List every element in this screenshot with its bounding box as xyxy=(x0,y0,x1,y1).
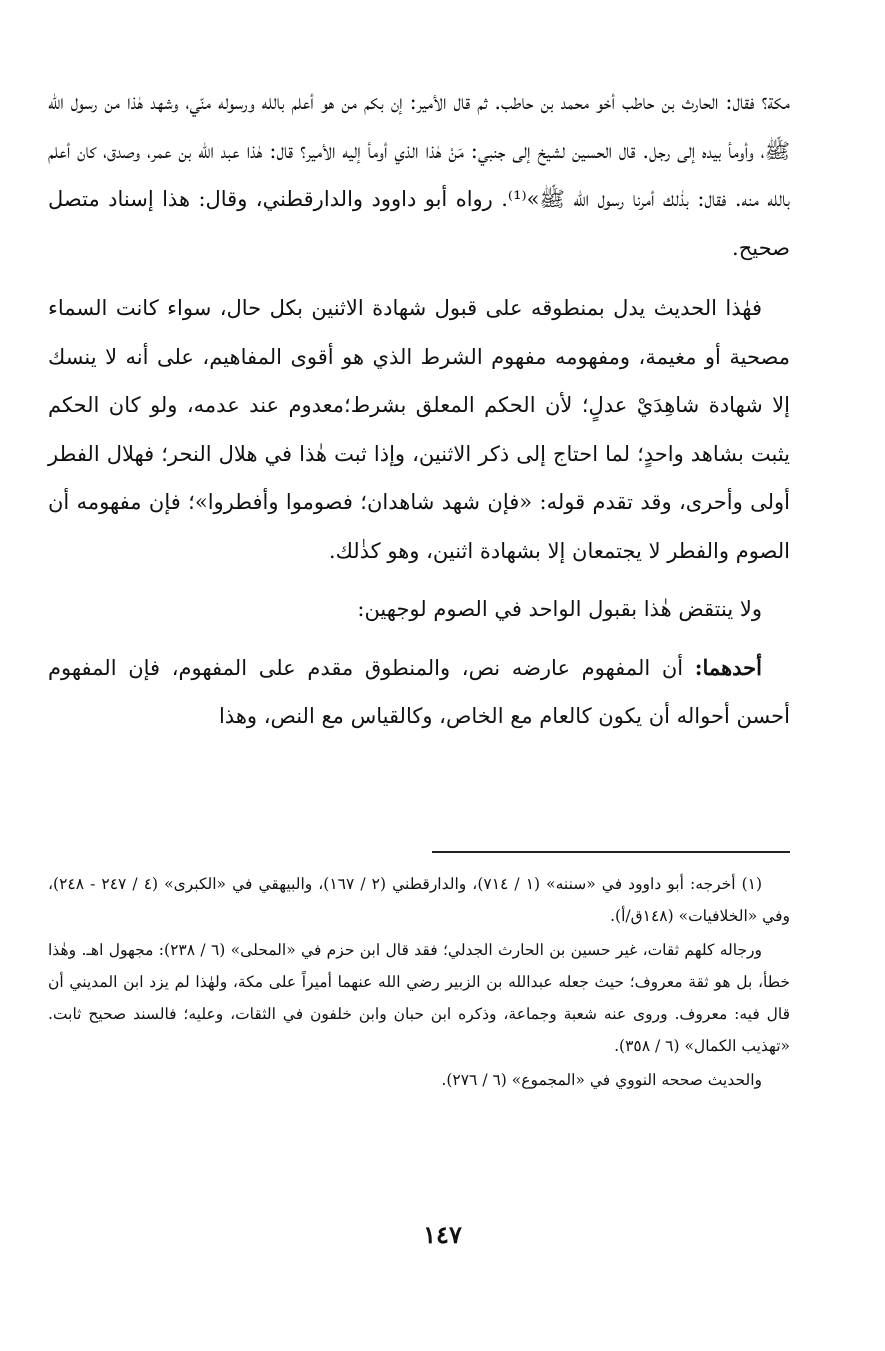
first-reason-text: أن المفهوم عارضه نص، والمنطوق مقدم على المفهوم، فإن المفهوم أحسن أحواله أن يكون كالعام مع الخاص، وكالقياس مع النص، وهذا xyxy=(48,655,790,728)
first-reason-lead: أحدهما: xyxy=(694,654,762,680)
page-number: ١٤٧ xyxy=(423,1220,462,1249)
paragraph-objection: ولا ينتقض هٰذا بقبول الواحد في الصوم لوجهين: xyxy=(357,597,762,621)
footnote-1: (١) أخرجه: أبو داوود في «سننه» (١ / ٧١٤)، والدارقطني (٢ / ١٦٧)، والبيهقي في «الكبرى» (٤ / ٢٤٧ - ٢٤٨)، وفي «الخلافيات» (١٤٨ق/أ). xyxy=(48,875,790,925)
footnotes xyxy=(48,868,790,1098)
paragraph-first-reason xyxy=(48,644,790,741)
footnote-1-final: والحديث صححه النووي في «المجموع» (٦ / ٢٧٦). xyxy=(441,1071,762,1089)
main-text xyxy=(48,78,790,751)
footnote-separator xyxy=(432,851,790,853)
paragraph-hadith-end: مكة؟ فقال: الحارث بن حاطب أخو محمد بن حاطب. ثم قال الأمير: إن بكم من هو أعلم بالله ورسوله منّي، وشهد هٰذا من رسول الله ﷺ، وأومأ بيده إلى رجل. قال الحسين لشيخ إلى جنبي: مَنْ هٰذا الذي أومأ إليه الأمير؟ قال: هٰذا عبد الله بن عمر، وصدق، كان أعلم بالله منه. فقال: بذٰلك أمرنا رسول الله ﷺ»⁽¹⁾. رواه أبو داوود والدارقطني، وقال: هذا إسناد متصل صحيح. xyxy=(48,90,790,260)
footnote-1-continued: ورجاله كلهم ثقات، غير حسين بن الحارث الجدلي؛ فقد قال ابن حزم في «المحلى» (٦ / ٢٣٨): مجهول اهـ. وهٰذا خطأ، بل هو ثقة معروف؛ حيث جعله عبدالله بن الزبير رضي الله عنهما أميراً على مكة، ولهٰذا لم يزد ابن المديني أن قال فيه: معروف. وروى عنه شعبة وجماعة، وذكره ابن حبان وابن خلفون في الثقات، وعليه؛ فالسند صحيح ثابت. «تهذيب الكمال» (٦ / ٣٥٨). xyxy=(48,941,790,1055)
paragraph-commentary: فهٰذا الحديث يدل بمنطوقه على قبول شهادة الاثنين بكل حال، سواء كانت السماء مصحية أو مغيمة، ومفهومه مفهوم الشرط الذي هو أقوى المفاهيم، على أنه لا ينسك إلا شهادة شاهِدَيْ عدلٍ؛ لأن الحكم المعلق بشرط؛معدوم عند عدمه، ولو كان الحكم يثبت بشاهد واحدٍ؛ لما احتاج إلى ذكر الاثنين، وإذا ثبت هٰذا في هلال النحر؛ فهلال الفطر أولى وأحرى، وقد تقدم قوله: «فإن شهد شاهدان؛ فصوموا وأفطروا»؛ فإن مفهومه أن الصوم والفطر لا يجتمعان إلا بشهادة اثنين، وهو كذٰلك. xyxy=(48,296,790,563)
